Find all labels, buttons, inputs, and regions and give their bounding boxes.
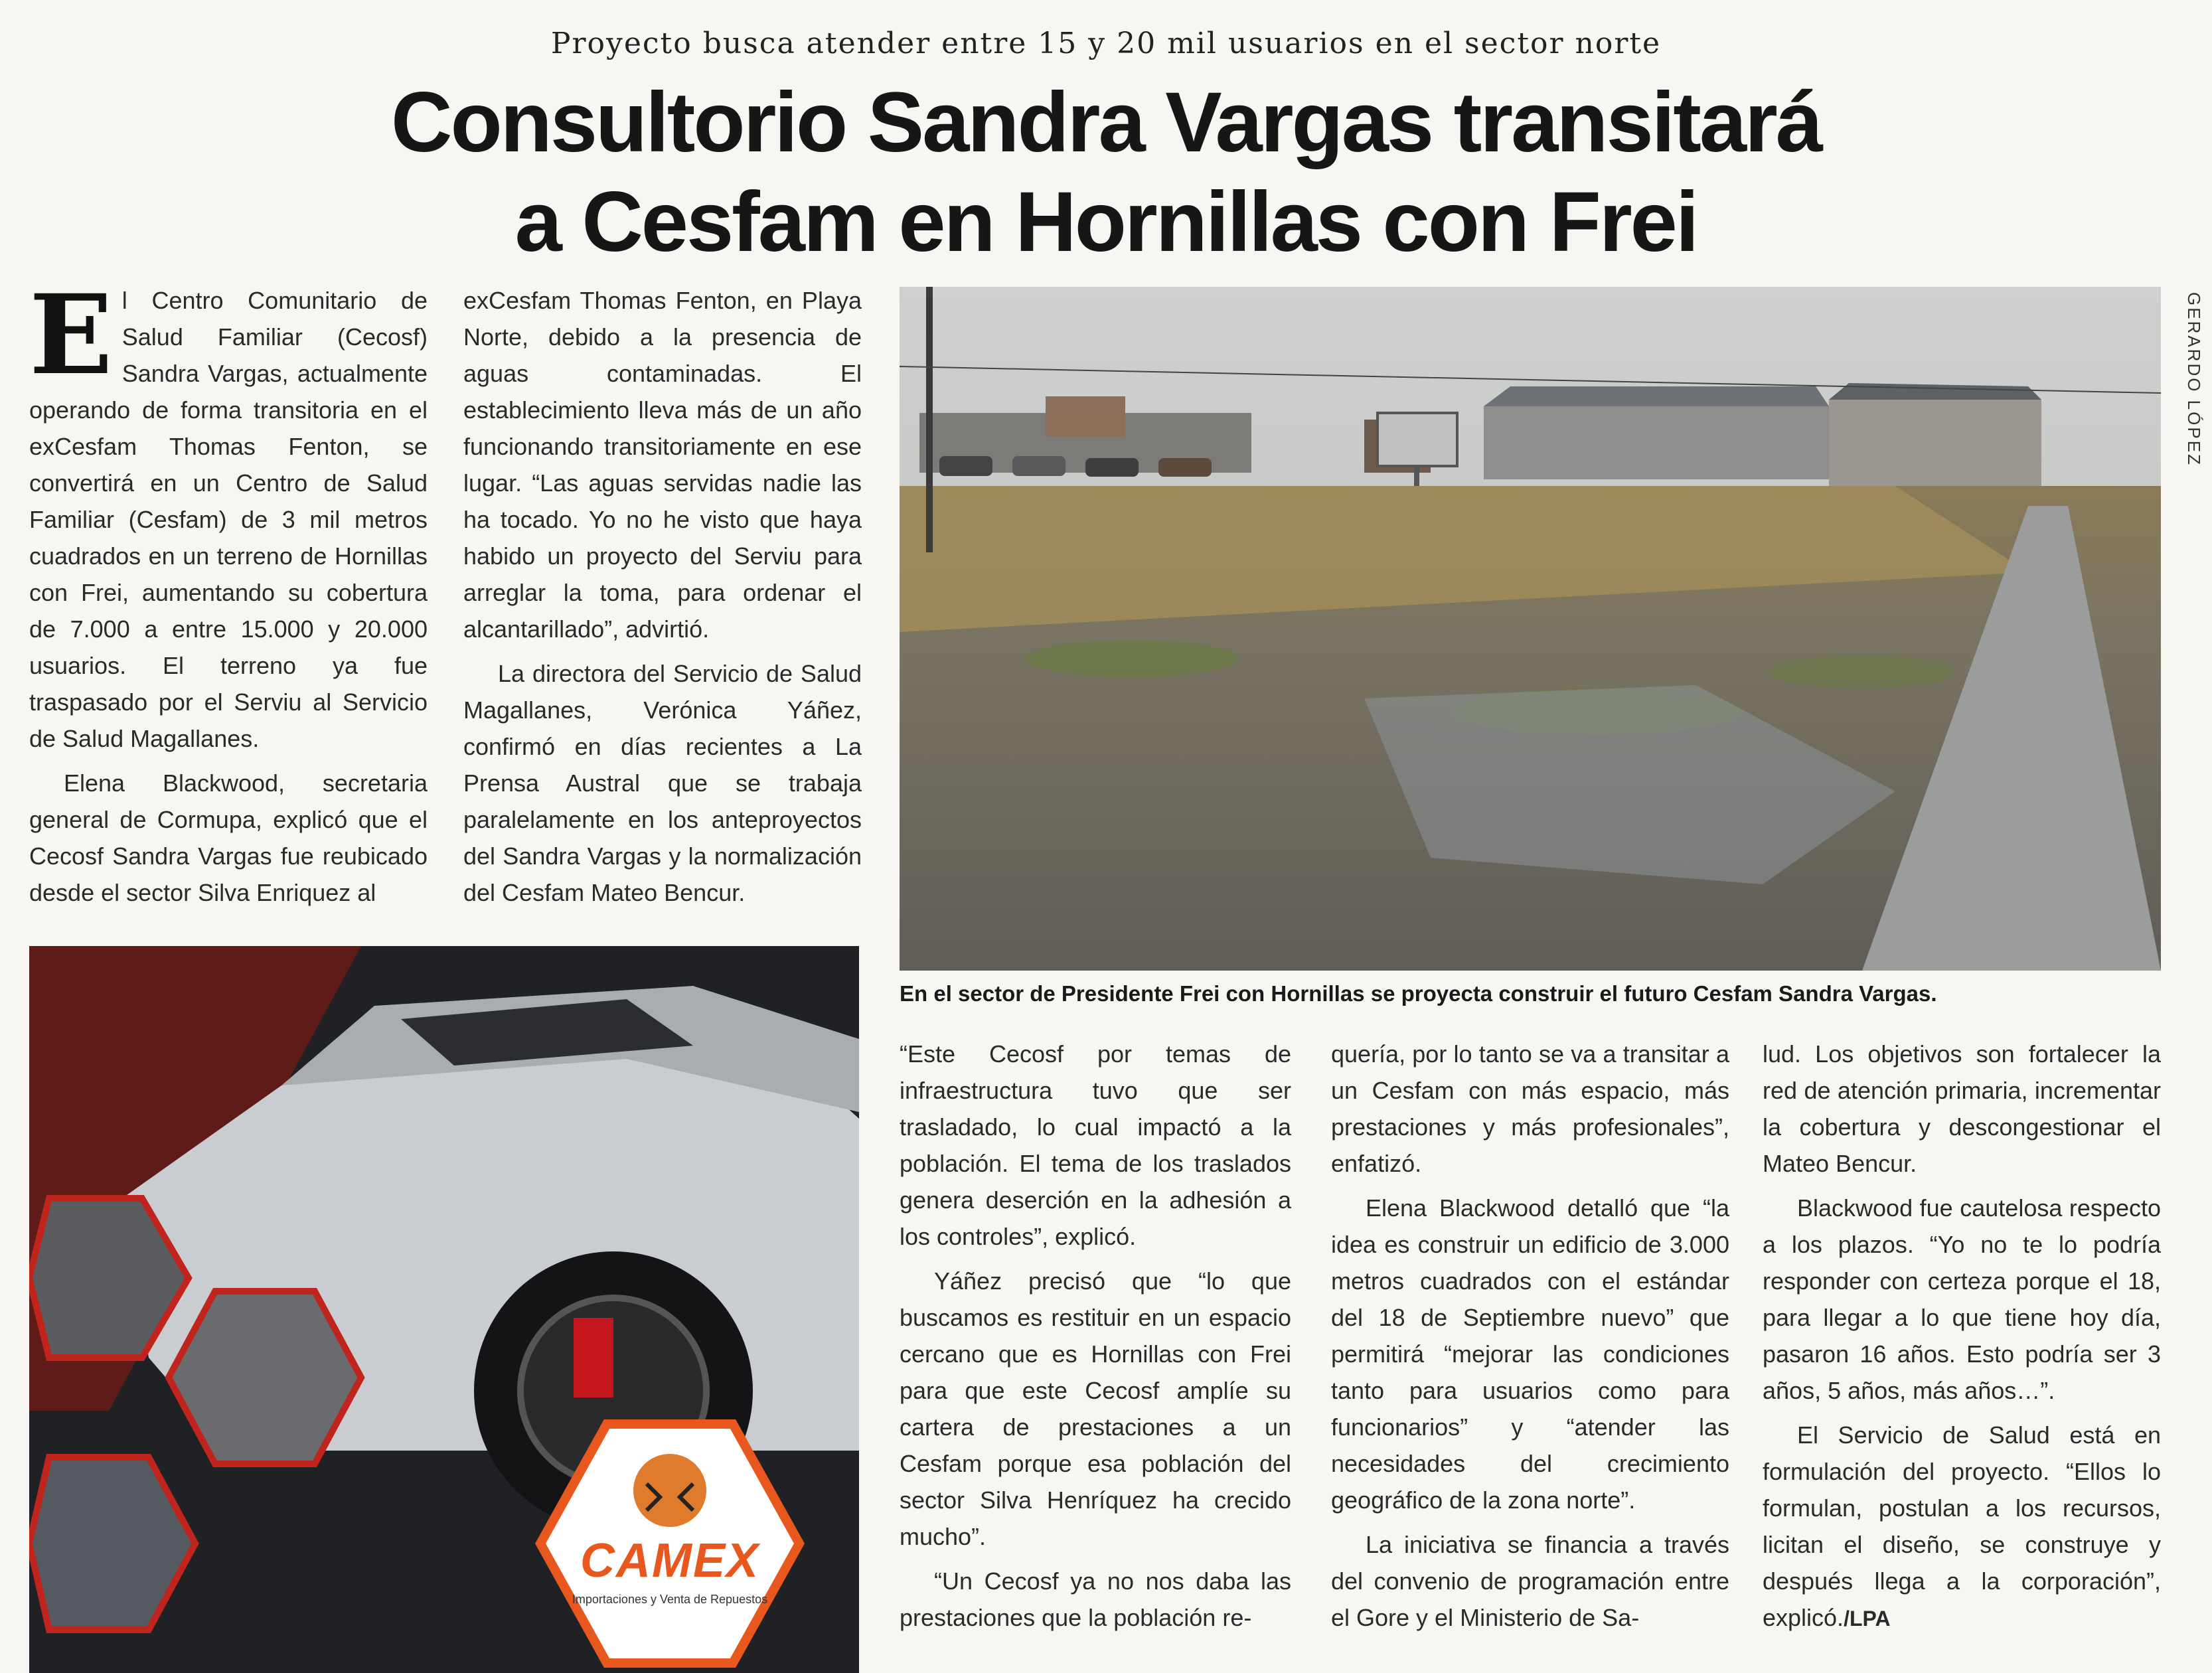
headline-line-1: Consultorio Sandra Vargas transitará bbox=[391, 75, 1821, 170]
paragraph: “Este Cecosf por temas de infraestructura tuvo que ser trasladado, lo cual impactó a la población. El tema de los traslados genera deserción en la adhesión a los controles”, explicó. bbox=[900, 1040, 1291, 1250]
article-column-1 bbox=[29, 270, 428, 919]
paragraph: La directora del Servicio de Salud Magallanes, Verónica Yáñez, confirmó en días recientes a La Prensa Austral que se trabaja paralelamente en los anteproyectos del Sandra Vargas y la normalización del Cesfam Mateo Bencur. bbox=[463, 660, 862, 906]
article-photo bbox=[900, 287, 2161, 971]
paragraph: exCesfam Thomas Fenton, en Playa Norte, debido a la presencia de aguas contaminadas. El establecimiento lleva más de un año funcionando transitoriamente en ese lugar. “Las aguas servidas nadie las ha tocado. Yo no he visto que haya habido un proyecto del Serviu para arreglar la toma, para ordenar el alcantarillado”, advirtió. bbox=[463, 287, 862, 643]
paragraph: l Centro Comunitario de Salud Familiar (Cecosf) Sandra Vargas, actualmente operando de forma transitoria en el exCesfam Thomas Fenton, se convertirá en un Centro de Salud Familiar (Cesfam) de 3 mil metros cuadrados en un terreno de Hornillas con Frei, aumentando su cobertura de 7.000 a entre 15.000 y 20.000 usuarios. El terreno ya fue traspasado por el Serviu al Servicio de Salud Magallanes. bbox=[29, 287, 428, 752]
article-column-3 bbox=[900, 1036, 1291, 1644]
headline-line-2: a Cesfam en Hornillas con Frei bbox=[514, 175, 1698, 270]
paragraph: Blackwood fue cautelosa respecto a los plazos. “Yo no te lo podría responder con certeza porque el 18, para llegar a lo que tiene hoy día, pasaron 16 años. Esto podría ser 3 años, 5 años, más años…”. bbox=[1763, 1194, 2161, 1404]
paragraph: La iniciativa se financia a través del convenio de programación entre el Gore y el Ministerio de Sa- bbox=[1331, 1531, 1729, 1631]
paragraph: “Un Cecosf ya no nos daba las prestaciones que la población re- bbox=[900, 1567, 1291, 1631]
paragraph: lud. Los objetivos son fortalecer la red de atención primaria, incrementar la cobertura y descongestionar el Mateo Bencur. bbox=[1763, 1040, 2161, 1177]
article-headline bbox=[133, 73, 2079, 272]
article-column-5 bbox=[1763, 1036, 2161, 1645]
paragraph: Yáñez precisó que “lo que buscamos es restituir en un espacio cercano que es Hornillas con Frei para que este Cecosf amplíe su cartera de prestaciones a un Cesfam porque esa población del sector Silva Henríquez ha crecido mucho”. bbox=[900, 1267, 1291, 1550]
article-kicker: Proyecto busca atender entre 15 y 20 mil usuarios en el sector norte bbox=[550, 27, 1662, 60]
paragraph: Elena Blackwood, secretaria general de Cormupa, explicó que el Cecosf Sandra Vargas fue reubicado desde el sector Silva Enriquez al bbox=[29, 769, 428, 906]
camex-tagline: Importaciones y Venta de Repuestos bbox=[572, 1593, 768, 1606]
camex-logo: CAMEX bbox=[580, 1534, 760, 1587]
article-column-4 bbox=[1331, 1036, 1729, 1644]
author-signature: /LPA bbox=[1844, 1607, 1891, 1631]
drop-cap: E bbox=[29, 270, 113, 399]
photo-credit: GERARDO LÓPEZ bbox=[2184, 292, 2204, 467]
paragraph: Elena Blackwood detalló que “la idea es construir un edificio de 3.000 metros cuadrados con el estándar del 18 de Septiembre nuevo” que permitirá “mejorar las condiciones tanto para usuarios como para funcionarios” y “atender las necesidades del crecimiento geográfico de la zona norte”. bbox=[1331, 1194, 1729, 1514]
photo-caption: En el sector de Presidente Frei con Hornillas se proyecta construir el futuro Cesfam Sandra Vargas. bbox=[900, 981, 1937, 1006]
article-column-2 bbox=[463, 282, 862, 919]
paragraph: El Servicio de Salud está en formulación del proyecto. “Ellos lo formulan, postulan a los recursos, licitan el diseño, se construye y después llega a la corporación”, explicó. bbox=[1763, 1421, 2161, 1631]
paragraph: quería, por lo tanto se va a transitar a un Cesfam con más espacio, más prestaciones y más profesionales”, enfatizó. bbox=[1331, 1040, 1729, 1177]
camex-advertisement[interactable] bbox=[29, 946, 859, 1673]
